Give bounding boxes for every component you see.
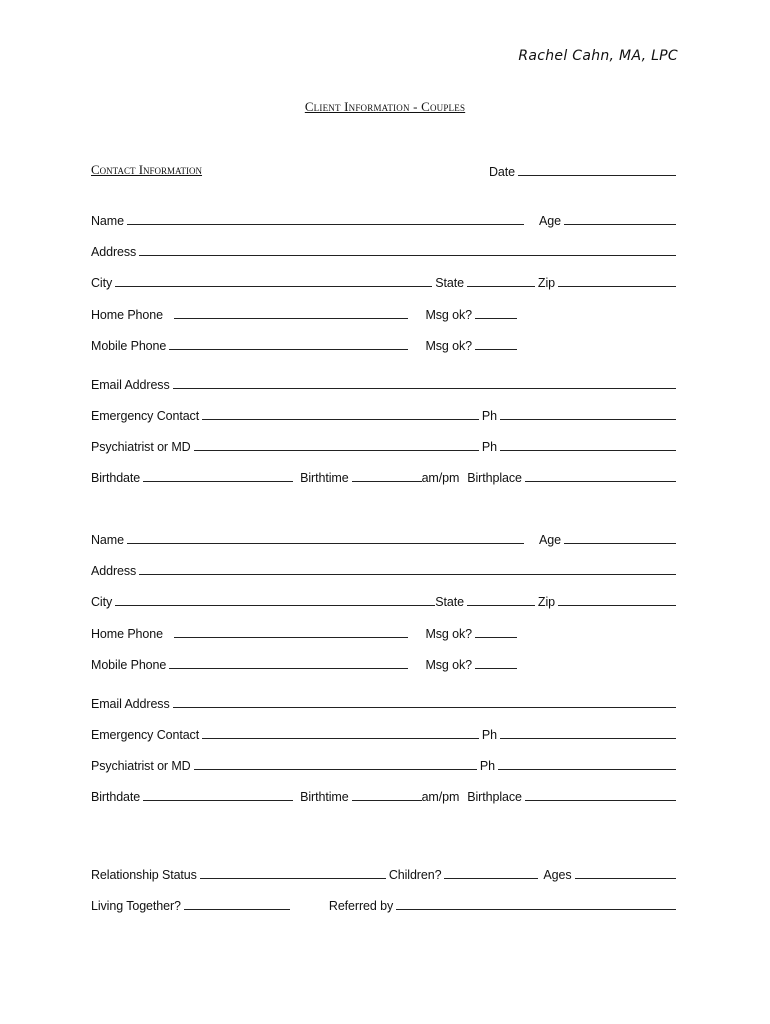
email-label: Email Address: [91, 697, 170, 711]
client1-city-field[interactable]: [115, 286, 432, 287]
home-phone-label: Home Phone: [91, 627, 163, 641]
client2-state-field[interactable]: [467, 605, 535, 606]
client2-city-row: [91, 591, 679, 609]
client2-name-field[interactable]: [127, 543, 524, 544]
client1-home-phone-row: [91, 304, 520, 322]
address-label: Address: [91, 245, 137, 259]
referred-by-field[interactable]: [396, 909, 676, 910]
mobile-msg-label: Msg ok?: [425, 339, 472, 353]
mobile-msg-label: Msg ok?: [425, 658, 472, 672]
client2-name-row: [91, 529, 679, 547]
client1-email-field[interactable]: [173, 388, 676, 389]
client2-mobile-phone-field[interactable]: [169, 668, 408, 669]
client2-emergency-field[interactable]: [202, 738, 479, 739]
client2-birthplace-field[interactable]: [525, 800, 676, 801]
living-referred-row: [91, 895, 679, 913]
ampm-label: am/pm: [421, 790, 460, 804]
client1-email-row: [91, 374, 679, 392]
client2-mobile-phone-row: [91, 654, 520, 672]
client2-email-field[interactable]: [173, 707, 676, 708]
author-signature: Rachel Cahn, MA, LPC: [518, 48, 678, 64]
client2-home-msg-field[interactable]: [475, 637, 517, 638]
client1-emergency-ph-field[interactable]: [500, 419, 676, 420]
living-together-field[interactable]: [184, 909, 290, 910]
client2-zip-field[interactable]: [558, 605, 676, 606]
client2-address-row: [91, 560, 679, 578]
client2-city-field[interactable]: [115, 605, 435, 606]
relationship-status-field[interactable]: [200, 878, 386, 879]
city-label: City: [91, 595, 113, 609]
client2-address-field[interactable]: [139, 574, 676, 575]
name-label: Name: [91, 533, 124, 547]
client1-address-field[interactable]: [139, 255, 676, 256]
client1-address-row: [91, 241, 679, 259]
age-label: Age: [539, 533, 561, 547]
client1-state-field[interactable]: [467, 286, 535, 287]
birthtime-label: Birthtime: [300, 790, 349, 804]
city-label: City: [91, 276, 113, 290]
birthdate-label: Birthdate: [91, 471, 141, 485]
client1-psychiatrist-ph-field[interactable]: [500, 450, 676, 451]
client1-mobile-phone-row: [91, 335, 520, 353]
client1-home-msg-field[interactable]: [475, 318, 517, 319]
client1-mobile-msg-field[interactable]: [475, 349, 517, 350]
emergency-contact-label: Emergency Contact: [91, 409, 200, 423]
referred-by-label: Referred by: [328, 899, 394, 913]
client1-birth-row: [91, 467, 679, 485]
home-msg-label: Msg ok?: [425, 308, 472, 322]
client2-psychiatrist-ph-field[interactable]: [498, 769, 676, 770]
client2-emergency-row: [91, 724, 679, 742]
client1-psychiatrist-field[interactable]: [194, 450, 479, 451]
psychiatrist-label: Psychiatrist or MD: [91, 440, 191, 454]
client1-emergency-field[interactable]: [202, 419, 479, 420]
state-label: State: [435, 595, 464, 609]
state-label: State: [435, 276, 464, 290]
client1-birthdate-field[interactable]: [143, 481, 293, 482]
client1-birthtime-field[interactable]: [352, 481, 422, 482]
name-label: Name: [91, 214, 124, 228]
client1-psychiatrist-row: [91, 436, 679, 454]
age-label: Age: [539, 214, 561, 228]
client2-email-row: [91, 693, 679, 711]
psychiatrist-ph-label: Ph: [481, 440, 497, 454]
date-label: Date: [489, 165, 516, 179]
client2-emergency-ph-field[interactable]: [500, 738, 676, 739]
client1-age-field[interactable]: [564, 224, 676, 225]
client1-zip-field[interactable]: [558, 286, 676, 287]
home-phone-label: Home Phone: [91, 308, 163, 322]
psychiatrist-ph-label: Ph: [479, 759, 495, 773]
client2-age-field[interactable]: [564, 543, 676, 544]
client1-city-row: [91, 272, 679, 290]
client2-birthdate-field[interactable]: [143, 800, 293, 801]
zip-label: Zip: [537, 276, 555, 290]
living-together-label: Living Together?: [91, 899, 181, 913]
email-label: Email Address: [91, 378, 170, 392]
mobile-phone-label: Mobile Phone: [91, 658, 167, 672]
ampm-label: am/pm: [421, 471, 460, 485]
children-label: Children?: [388, 868, 442, 882]
birthtime-label: Birthtime: [300, 471, 349, 485]
emergency-ph-label: Ph: [481, 728, 497, 742]
client2-psychiatrist-row: [91, 755, 679, 773]
zip-label: Zip: [537, 595, 555, 609]
date-field[interactable]: [518, 175, 676, 176]
client2-home-phone-field[interactable]: [174, 637, 408, 638]
birthdate-label: Birthdate: [91, 790, 141, 804]
client1-emergency-row: [91, 405, 679, 423]
client2-home-phone-row: [91, 623, 520, 641]
psychiatrist-label: Psychiatrist or MD: [91, 759, 191, 773]
client2-birthtime-field[interactable]: [352, 800, 422, 801]
client1-birthplace-field[interactable]: [525, 481, 676, 482]
contact-information-heading: Contact Information: [91, 162, 203, 177]
client2-psychiatrist-field[interactable]: [194, 769, 477, 770]
home-msg-label: Msg ok?: [425, 627, 472, 641]
mobile-phone-label: Mobile Phone: [91, 339, 167, 353]
client1-name-field[interactable]: [127, 224, 524, 225]
birthplace-label: Birthplace: [467, 790, 522, 804]
client1-home-phone-field[interactable]: [174, 318, 408, 319]
children-field[interactable]: [444, 878, 538, 879]
client1-mobile-phone-field[interactable]: [169, 349, 408, 350]
birthplace-label: Birthplace: [467, 471, 522, 485]
client1-name-row: [91, 210, 679, 228]
form-title: Client Information - Couples: [304, 99, 466, 114]
ages-label: Ages: [543, 868, 572, 882]
ages-field[interactable]: [575, 878, 676, 879]
client2-mobile-msg-field[interactable]: [475, 668, 517, 669]
emergency-ph-label: Ph: [481, 409, 497, 423]
emergency-contact-label: Emergency Contact: [91, 728, 200, 742]
address-label: Address: [91, 564, 137, 578]
relationship-status-label: Relationship Status: [91, 868, 197, 882]
client2-birth-row: [91, 786, 679, 804]
relationship-row: [91, 864, 679, 882]
date-row: [489, 161, 679, 179]
